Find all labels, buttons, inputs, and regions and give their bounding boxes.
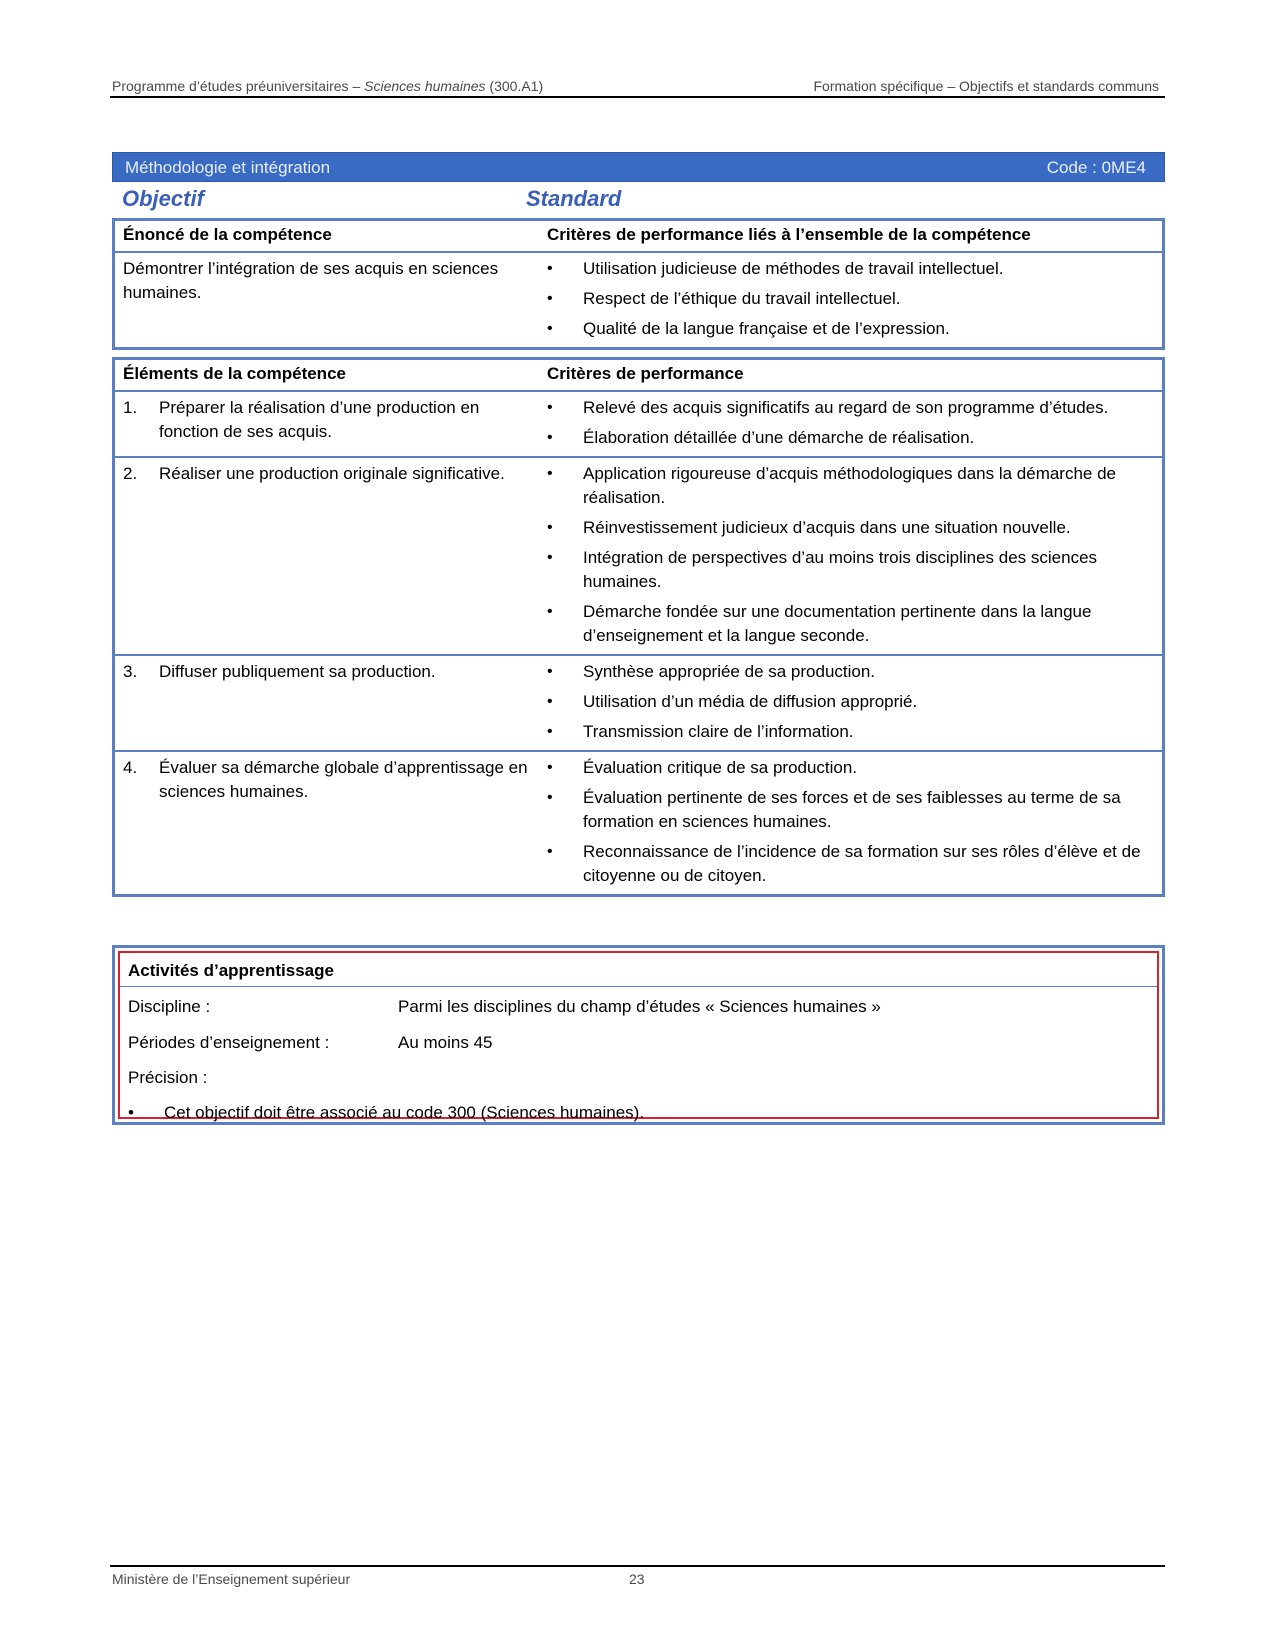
activities-heading: Activités d’apprentissage <box>128 961 334 980</box>
list-item: • Reconnaissance de l’incidence de sa formation sur ses rôles d’élève et de citoyenne ou de citoyen. <box>547 840 1154 888</box>
table-row <box>115 751 1162 894</box>
competence-table <box>112 218 1165 350</box>
header-program: Programme d’études préuniversitaires – Sciences humaines (300.A1) <box>112 78 544 94</box>
list-item: • Qualité de la langue française et de l’expression. <box>547 317 1154 341</box>
list-item: • Application rigoureuse d’acquis méthodologiques dans la démarche de réalisation. <box>547 462 1154 510</box>
element-text: 4. Évaluer sa démarche globale d’apprentissage en sciences humaines. <box>123 758 528 801</box>
list-item: • Relevé des acquis significatifs au regard de son programme d’études. <box>547 396 1154 420</box>
elements-table <box>112 357 1165 897</box>
page-header <box>110 78 1165 98</box>
list-item: • Respect de l’éthique du travail intellectuel. <box>547 287 1154 311</box>
elements-header-row <box>115 360 1162 391</box>
footer-ministry: Ministère de l’Enseignement supérieur <box>112 1571 351 1587</box>
criteria-list <box>547 396 1154 450</box>
list-item: • Synthèse appropriée de sa production. <box>547 660 1154 684</box>
criteria-list <box>547 756 1154 888</box>
course-code: Code : 0ME4 <box>1046 158 1146 177</box>
list-item: • Élaboration détaillée d’une démarche de réalisation. <box>547 426 1154 450</box>
element-text: 3. Diffuser publiquement sa production. <box>123 662 436 681</box>
elements-header-left: Éléments de la compétence <box>123 364 346 383</box>
element-text: 2. Réaliser une production originale significative. <box>123 464 505 483</box>
competence-header-row <box>115 221 1162 252</box>
table-row <box>115 457 1162 655</box>
list-item: • Démarche fondée sur une documentation pertinente dans la langue d’enseignement et la langue seconde. <box>547 600 1154 648</box>
page-footer <box>110 1565 1165 1587</box>
list-item: • Utilisation d’un média de diffusion approprié. <box>547 690 1154 714</box>
competence-statement: Démontrer l’intégration de ses acquis en sciences humaines. <box>115 252 539 347</box>
discipline-label: Discipline : <box>128 997 211 1016</box>
discipline-value: Parmi les disciplines du champ d’études « Sciences humaines » <box>398 997 881 1016</box>
header-section: Formation spécifique – Objectifs et standards communs <box>813 78 1159 94</box>
objective-label: Objectif <box>122 186 204 211</box>
competence-header-right: Critères de performance liés à l’ensemble de la compétence <box>547 225 1031 244</box>
standard-label: Standard <box>526 186 622 211</box>
list-item: • Évaluation critique de sa production. <box>547 756 1154 780</box>
table-row <box>115 655 1162 751</box>
list-item: • Intégration de perspectives d’au moins trois disciplines des sciences humaines. <box>547 546 1154 594</box>
list-item: • Transmission claire de l’information. <box>547 720 1154 744</box>
column-labels <box>112 186 1165 214</box>
element-text: 1. Préparer la réalisation d’une production en fonction de ses acquis. <box>123 398 480 441</box>
criteria-list <box>547 660 1154 744</box>
table-row <box>115 391 1162 457</box>
course-title: Méthodologie et intégration <box>125 158 331 177</box>
precision-label: Précision : <box>128 1068 208 1087</box>
page-number: 23 <box>629 1571 645 1587</box>
elements-header-right: Critères de performance <box>547 364 744 383</box>
criteria-list <box>547 462 1154 648</box>
course-title-bar <box>112 152 1165 182</box>
periods-label: Périodes d’enseignement : <box>128 1033 330 1052</box>
competence-row <box>115 252 1162 347</box>
list-item: • Évaluation pertinente de ses forces et de ses faiblesses au terme de sa formation en sciences humaines. <box>547 786 1154 834</box>
list-item: • Réinvestissement judicieux d’acquis dans une situation nouvelle. <box>547 516 1154 540</box>
periods-value: Au moins 45 <box>398 1033 493 1052</box>
divider <box>120 986 1157 987</box>
list-item: • Utilisation judicieuse de méthodes de travail intellectuel. <box>547 257 1154 281</box>
learning-activities-box: Activités d’apprentissage Discipline : Parmi les disciplines du champ d’études « Sciences humaines » Périodes d’enseignement : Au moins 45 Précision : • Cet objectif doit être associé au code 300 (Sciences humaines). <box>112 945 1165 1125</box>
competence-header-left: Énoncé de la compétence <box>123 225 332 244</box>
bullet: • <box>128 1103 134 1122</box>
competence-criteria-list <box>547 257 1154 341</box>
